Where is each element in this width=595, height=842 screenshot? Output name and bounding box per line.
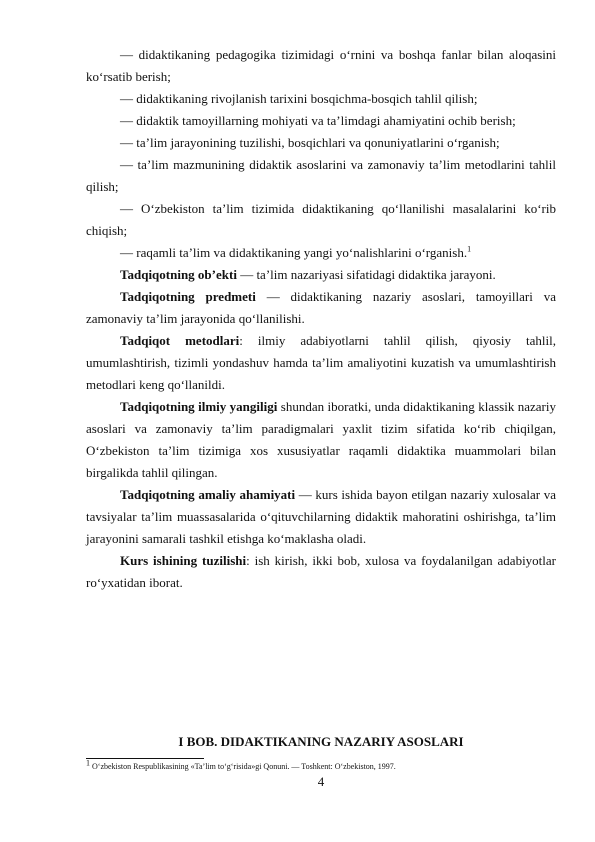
list-item: — raqamli ta’lim va didaktikaning yangi yo‘nalishlarini o‘rganish.$^1$ — [120, 244, 472, 260]
scientific-novelty: Tadqiqotning ilmiy yangiligi shundan iboratki, unda didaktikaning klassik nazariy asoslari va zamonaviy ta’lim paradigmalari yaxlit tizim sifatida ko‘rib chiqilgan, O‘zbekiston ta’lim tizimiga xos xususiyatlar raqamli didaktika muammolari bilan birgalikda tahlil qilingan. — [86, 399, 556, 480]
list-item: — O‘zbekiston ta’lim tizimida didaktikaning qo‘llanilishi masalalarini ko‘rib chiqish; — [86, 201, 556, 238]
list-item: — ta’lim mazmunining didaktik asoslarini va zamonaviy ta’lim metodlarini tahlil qilish; — [86, 157, 556, 194]
footnote-divider — [86, 758, 204, 759]
footnote: $^1$ O‘zbekiston Respublikasining «Ta’lim to‘g‘risida»gi Qonuni. — Toshkent: O‘zbekiston, 1997. — [86, 758, 396, 771]
research-methods: Tadqiqot metodlari: ilmiy adabiyotlarni tahlil qilish, qiyosiy tahlil, umumlashtirish, tizimli yondashuv hamda ta’lim amaliyotini kuzatish va umumlashtirish metodlari keng qo‘llanildi. — [86, 333, 556, 392]
research-subject: Tadqiqotning predmeti — didaktikaning nazariy asoslari, tamoyillari va zamonaviy ta’lim jarayonida qo‘llanilishi. — [86, 289, 556, 326]
research-object: Tadqiqotning ob’ekti — ta’lim nazariyasi sifatidagi didaktika jarayoni. — [120, 267, 496, 282]
term-label: Tadqiqotning predmeti — [120, 289, 256, 304]
footnote-marker: 1 — [86, 758, 90, 768]
body-text — [86, 44, 556, 594]
practical-significance: Tadqiqotning amaliy ahamiyati — kurs ishida bayon etilgan nazariy xulosalar va tavsiyalar ta’lim muassasalarida o‘qituvchilarning didaktik mahoratini oshirishga, ta’lim jarayonini samarali tashkil etishga ko‘maklasha oladi. — [86, 487, 556, 546]
footnote-reference: 1 — [467, 244, 472, 254]
page-number: 4 — [317, 774, 325, 789]
term-label: Tadqiqot metodlari — [120, 333, 240, 348]
list-item: — didaktik tamoyillarning mohiyati va ta’limdagi ahamiyatini ochib berish; — [120, 113, 516, 128]
term-label: Tadqiqotning ilmiy yangiligi — [120, 399, 278, 414]
term-label: Kurs ishining tuzilishi — [120, 553, 247, 568]
term-label: Tadqiqotning ob’ekti — [120, 267, 237, 282]
term-label: Tadqiqotning amaliy ahamiyati — [120, 487, 296, 502]
work-structure: Kurs ishining tuzilishi: ish kirish, ikki bob, xulosa va foydalanilgan adabiyotlar ro‘yxatidan iborat. — [86, 553, 557, 590]
list-item: — ta’lim jarayonining tuzilishi, bosqichlari va qonuniyatlarini o‘rganish; — [120, 135, 500, 150]
chapter-heading: I BOB. DIDAKTIKANING NAZARIY ASOSLARI — [178, 734, 464, 749]
list-item: — didaktikaning pedagogika tizimidagi o‘rnini va boshqa fanlar bilan aloqasini ko‘rsatib berish; — [86, 47, 556, 84]
list-item: — didaktikaning rivojlanish tarixini bosqichma-bosqich tahlil qilish; — [120, 91, 478, 106]
